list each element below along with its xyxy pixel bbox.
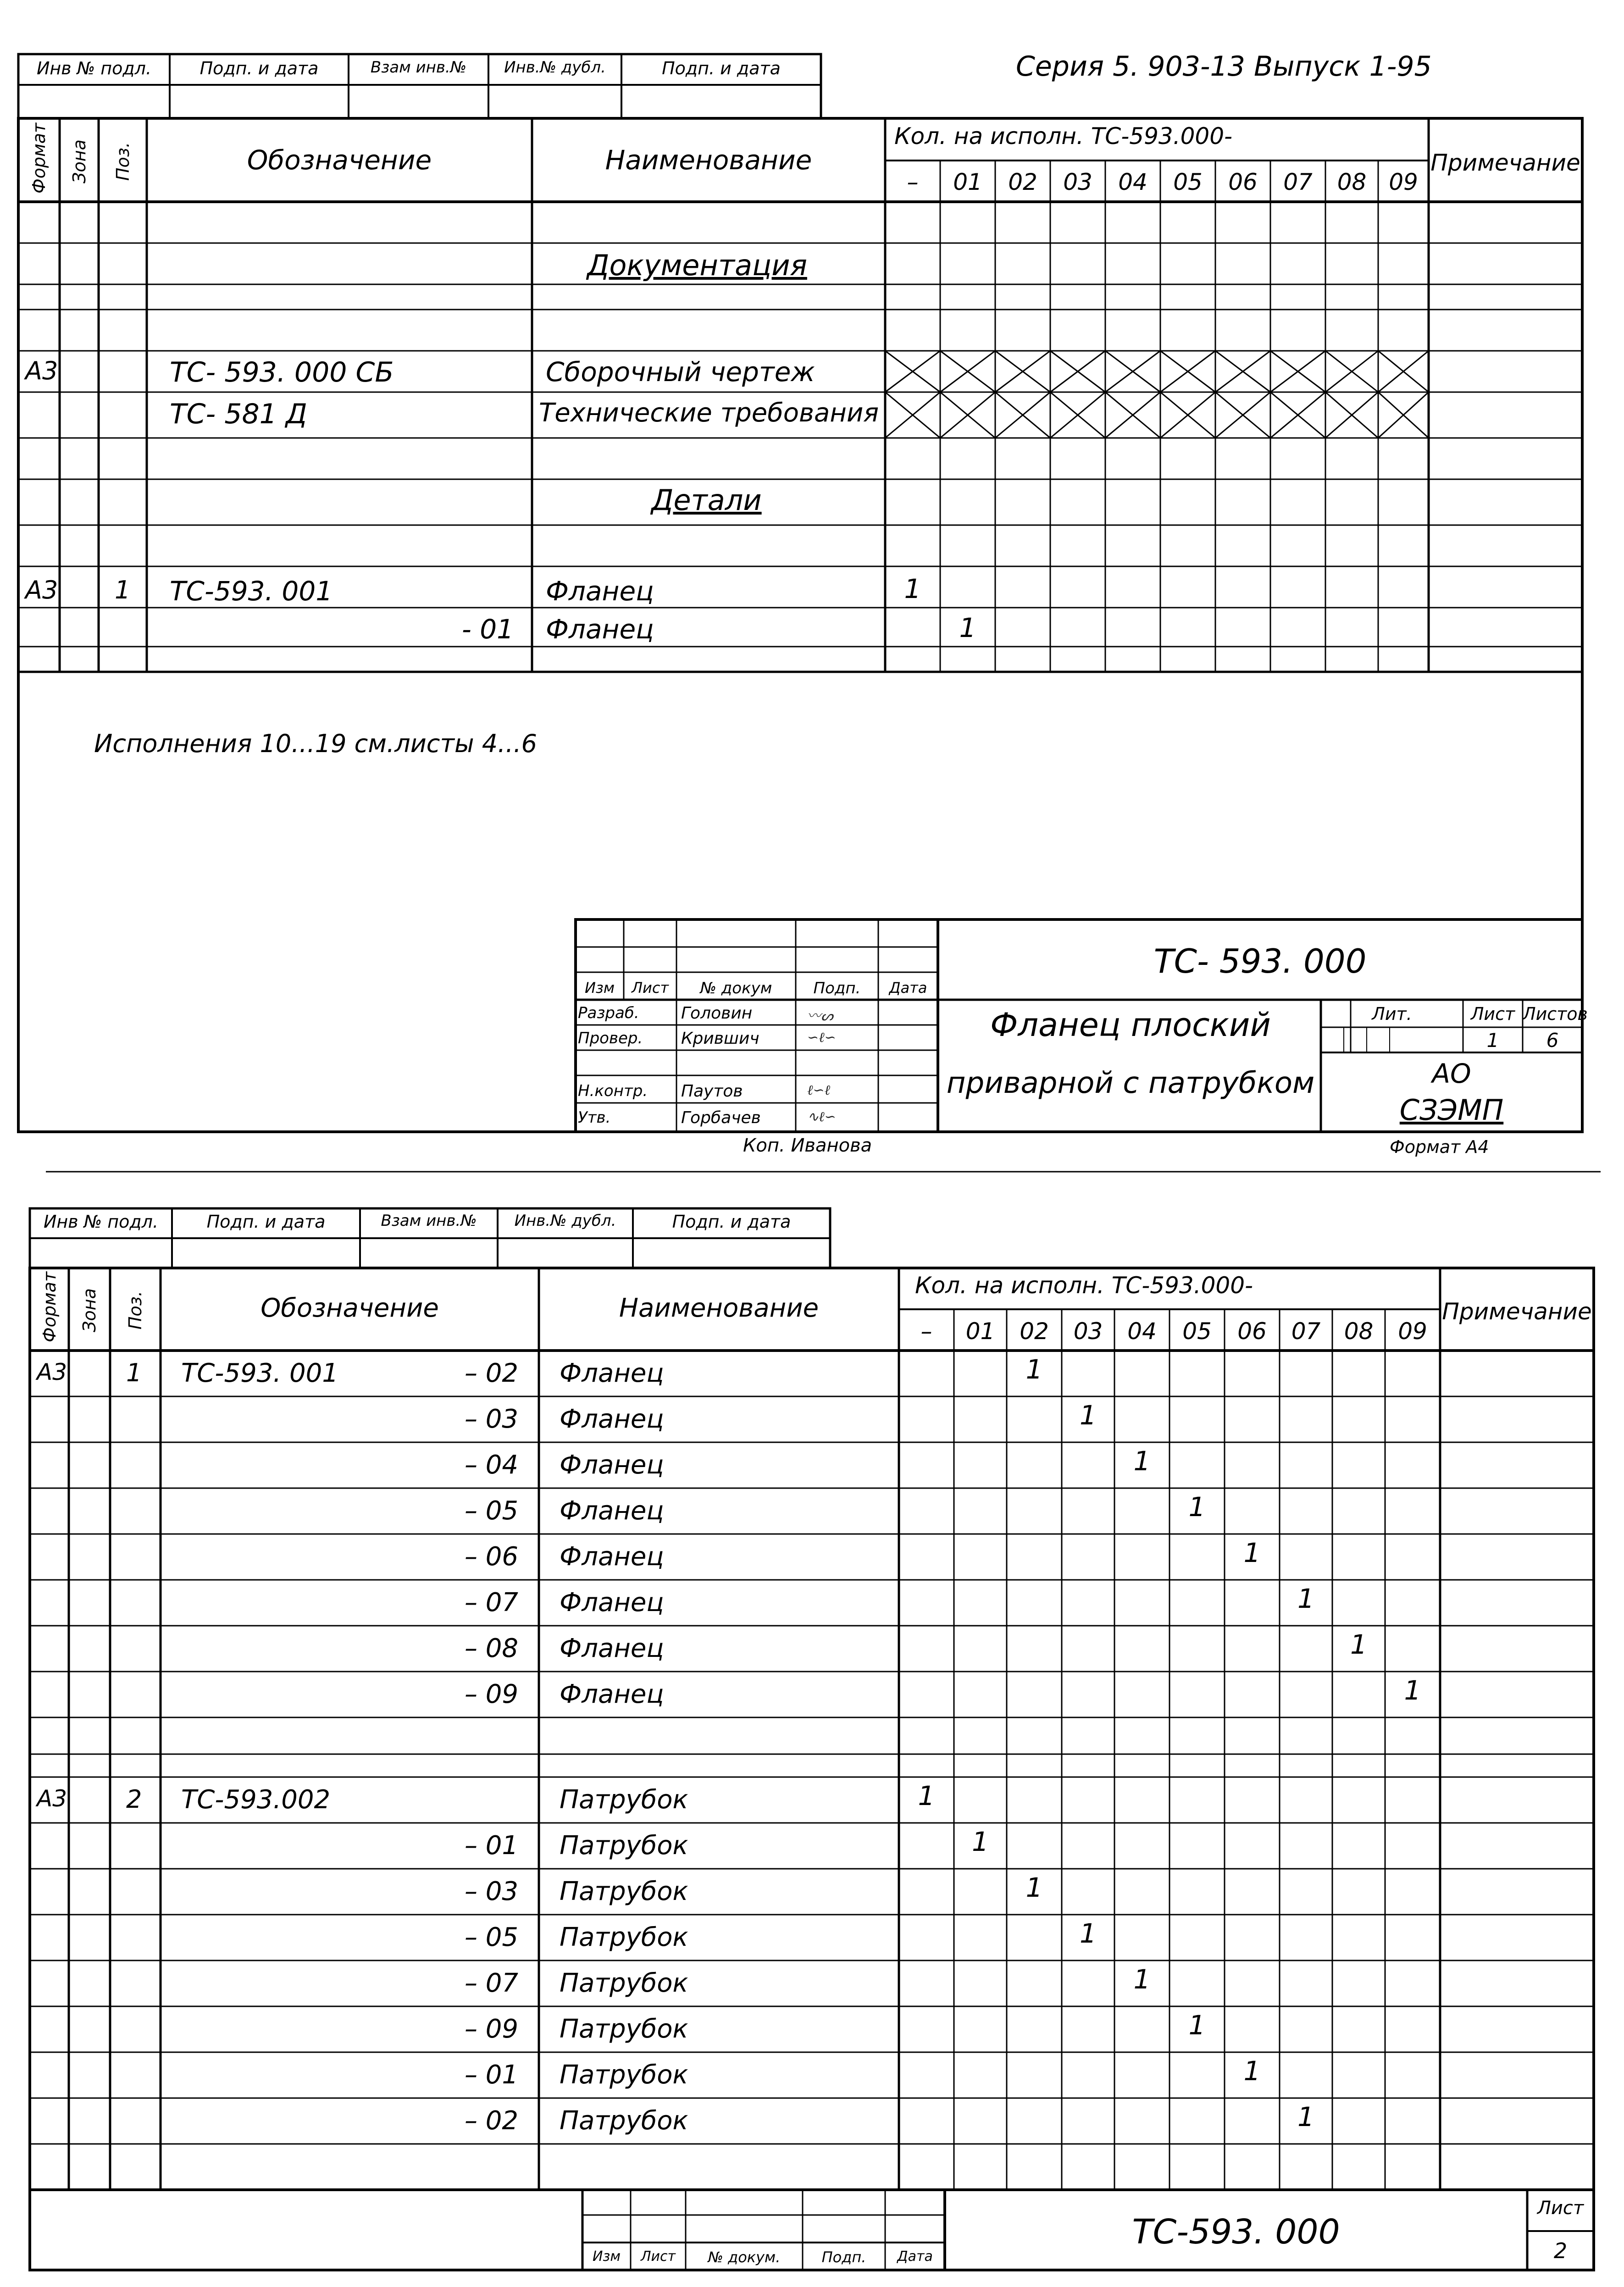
col-format: Формат [39,1271,60,1342]
row-sub-designation: – 06 [464,1542,518,1572]
row-name: Патрубок [560,1831,688,1861]
col-format: Формат [29,122,49,194]
variant-col: 05 [1173,169,1203,195]
row-name: Патрубок [560,1877,688,1906]
qty-cell: 1 [1243,2055,1261,2087]
tb-label: Подп. [821,2248,866,2266]
row-sub-designation: - 01 [461,614,514,645]
tb-role: Разраб. [578,1004,639,1022]
row-pos: 1 [126,1358,142,1387]
series-header: Серия 5. 903-13 Выпуск 1-95 [1016,50,1432,83]
qty-cell: 1 [1025,1354,1043,1385]
col-qty: Кол. на исполн. ТС-593.000- [894,123,1233,150]
row-name: Патрубок [560,2106,688,2136]
variant-col: 06 [1228,169,1258,195]
row-sub-designation: – 02 [464,2106,518,2136]
row-sub-designation: – 03 [464,1877,518,1906]
row-name: Фланец [560,1404,664,1434]
tb-role: Провер. [578,1029,643,1047]
signature: ∽ℓ∽ [807,1030,836,1046]
tb-label: Лист [640,2248,676,2265]
variant-col: 03 [1073,1318,1103,1345]
signature: 〰ᔕ [807,1008,833,1024]
row-name: Фланец [560,1588,664,1617]
tb-label: Дата [897,2248,933,2265]
tb-label: Лист [631,979,669,997]
variant-col: 08 [1344,1318,1374,1345]
row-name: Технические требования [539,398,879,428]
row-name: Фланец [560,1358,664,1388]
variant-col: 04 [1118,169,1147,195]
qty-cell: 1 [1188,1491,1206,1523]
row-sub-designation: – 09 [464,2014,518,2044]
row-designation: ТС-593.002 [181,1785,331,1815]
row-name: Патрубок [560,1922,688,1952]
col-pos: Поз. [125,1290,145,1330]
copied-by: Коп. Иванова [743,1135,872,1156]
qty-cell: 1 [1350,1629,1367,1660]
tb-label: № докум. [708,2248,781,2266]
stamp-sign-date-2: Подп. и дата [672,1212,791,1232]
row-sub-designation: – 07 [464,1588,518,1617]
variant-col: 03 [1063,169,1092,195]
row-name: Фланец [560,1450,664,1480]
variant-col: 07 [1283,169,1313,195]
variant-col: 01 [953,169,982,195]
col-designation: Обозначение [261,1293,439,1323]
qty-cell: 1 [959,612,976,643]
tb-lit-value: АО [1432,1058,1471,1089]
row-name: Фланец [546,576,654,607]
tb-label: Изм [584,979,615,997]
section-parts: Детали [651,483,762,517]
row-format: А3 [25,356,58,385]
row-sub-designation: – 05 [464,1496,518,1526]
row-sub-designation: – 03 [464,1404,518,1434]
row-name: Фланец [546,614,654,645]
qty-cell: 1 [1080,1400,1097,1431]
tb-sheets-label: Листов [1523,1004,1588,1024]
variant-col: 07 [1291,1318,1321,1345]
stamp-inv-orig: Инв № подл. [36,58,152,78]
row-sub-designation: – 02 [464,1358,518,1388]
col-zone: Зона [79,1288,100,1332]
variant-col: 06 [1237,1318,1267,1345]
col-note: Примечание [1430,150,1580,176]
stamp-inv-dup: Инв.№ дубл. [504,58,606,77]
col-name: Наименование [605,144,812,176]
row-format: А3 [37,1785,67,1812]
row-designation: ТС- 581 Д [170,398,307,430]
row-designation: ТС-593. 001 [181,1358,338,1388]
row-name: Патрубок [560,2014,688,2044]
doc-title-line2: приварной с патрубком [946,1066,1315,1100]
doc-code: ТС- 593. 000 [1153,942,1367,980]
row-name: Сборочный чертеж [546,356,815,388]
variants-note: Исполнения 10...19 см.листы 4...6 [94,729,537,758]
col-designation: Обозначение [247,144,432,176]
stamp-inv-dup: Инв.№ дубл. [514,1212,616,1230]
row-sub-designation: – 01 [464,1831,518,1861]
stamp-replaced-inv: Взам инв.№ [370,58,467,77]
col-name: Наименование [619,1293,819,1323]
qty-cell: 1 [1404,1675,1421,1706]
qty-cell: 1 [1243,1537,1261,1568]
row-name: Фланец [560,1634,664,1663]
tb-sheet-label: Лист [1470,1004,1515,1024]
row-sub-designation: – 07 [464,1968,518,1998]
variant-col: 02 [1008,169,1037,195]
row-name: Фланец [560,1542,664,1572]
signature: ∿ℓ∽ [807,1109,836,1125]
qty-cell: 1 [1133,1964,1151,1995]
tb-label: № докум [700,979,772,997]
row-designation: ТС- 593. 000 СБ [170,356,394,388]
row-format: А3 [25,576,58,604]
variant-col: 08 [1337,169,1367,195]
qty-cell: 1 [1025,1872,1043,1903]
qty-cell: 1 [972,1826,989,1857]
tb-sheet-number: 1 [1486,1029,1499,1052]
row-sub-designation: – 01 [464,2060,518,2090]
variant-col: 02 [1020,1318,1049,1345]
qty-cell: 1 [1080,1918,1097,1949]
tb-sheet-number: 2 [1553,2238,1568,2263]
variant-col: 05 [1182,1318,1212,1345]
tb-person: Паутов [681,1082,743,1101]
tb-sheet-label: Лист [1537,2198,1584,2219]
tb-role: Утв. [578,1108,611,1127]
row-sub-designation: – 04 [464,1450,518,1480]
tb-organization: СЗЭМП [1399,1093,1504,1127]
row-sub-designation: – 09 [464,1679,518,1709]
row-pos: 1 [115,576,131,604]
doc-code: ТС-593. 000 [1132,2212,1340,2252]
format-label: Формат А4 [1390,1137,1489,1157]
stamp-sign-date: Подп. и дата [206,1212,326,1232]
variant-col: 09 [1389,169,1418,195]
col-pos: Поз. [113,142,133,181]
row-name: Фланец [560,1496,664,1526]
qty-cell: 1 [1188,2010,1206,2041]
variant-col: 04 [1127,1318,1157,1345]
tb-role: Н.контр. [578,1082,648,1100]
tb-person: Крившич [681,1029,759,1048]
stamp-replaced-inv: Взам инв.№ [381,1212,477,1230]
tb-sheets-total: 6 [1546,1029,1559,1052]
variant-col: – [907,169,919,195]
row-name: Патрубок [560,2060,688,2090]
tb-label: Подп. [813,979,861,997]
row-format: А3 [37,1359,67,1385]
variant-col: 09 [1398,1318,1427,1345]
variant-col: – [920,1318,932,1345]
row-sub-designation: – 08 [464,1634,518,1663]
tb-lit-label: Лит. [1372,1004,1412,1024]
row-pos: 2 [126,1785,142,1814]
row-sub-designation: – 05 [464,1922,518,1952]
doc-title-line1: Фланец плоский [990,1006,1271,1044]
col-zone: Зона [69,139,89,183]
tb-person: Головин [681,1004,753,1023]
qty-cell: 1 [1133,1445,1151,1477]
tb-label: Дата [889,979,927,997]
section-documentation: Документация [587,249,807,282]
tb-person: Горбачев [681,1108,761,1127]
row-designation: ТС-593. 001 [170,576,333,607]
variant-col: 01 [965,1318,995,1345]
col-qty: Кол. на исполн. ТС-593.000- [915,1272,1253,1299]
qty-cell: 1 [904,573,921,604]
qty-cell: 1 [1297,1583,1314,1614]
row-name: Фланец [560,1679,664,1709]
qty-cell: 1 [918,1780,935,1811]
col-note: Примечание [1442,1298,1592,1325]
row-name: Патрубок [560,1785,688,1815]
stamp-inv-orig: Инв № подл. [43,1212,159,1232]
signature: ℓ∽ℓ [807,1082,831,1098]
stamp-sign-date: Подп. и дата [200,58,319,78]
row-name: Патрубок [560,1968,688,1998]
tb-label: Изм [592,2248,621,2265]
stamp-sign-date-2: Подп. и дата [662,58,781,78]
qty-cell: 1 [1297,2101,1314,2132]
